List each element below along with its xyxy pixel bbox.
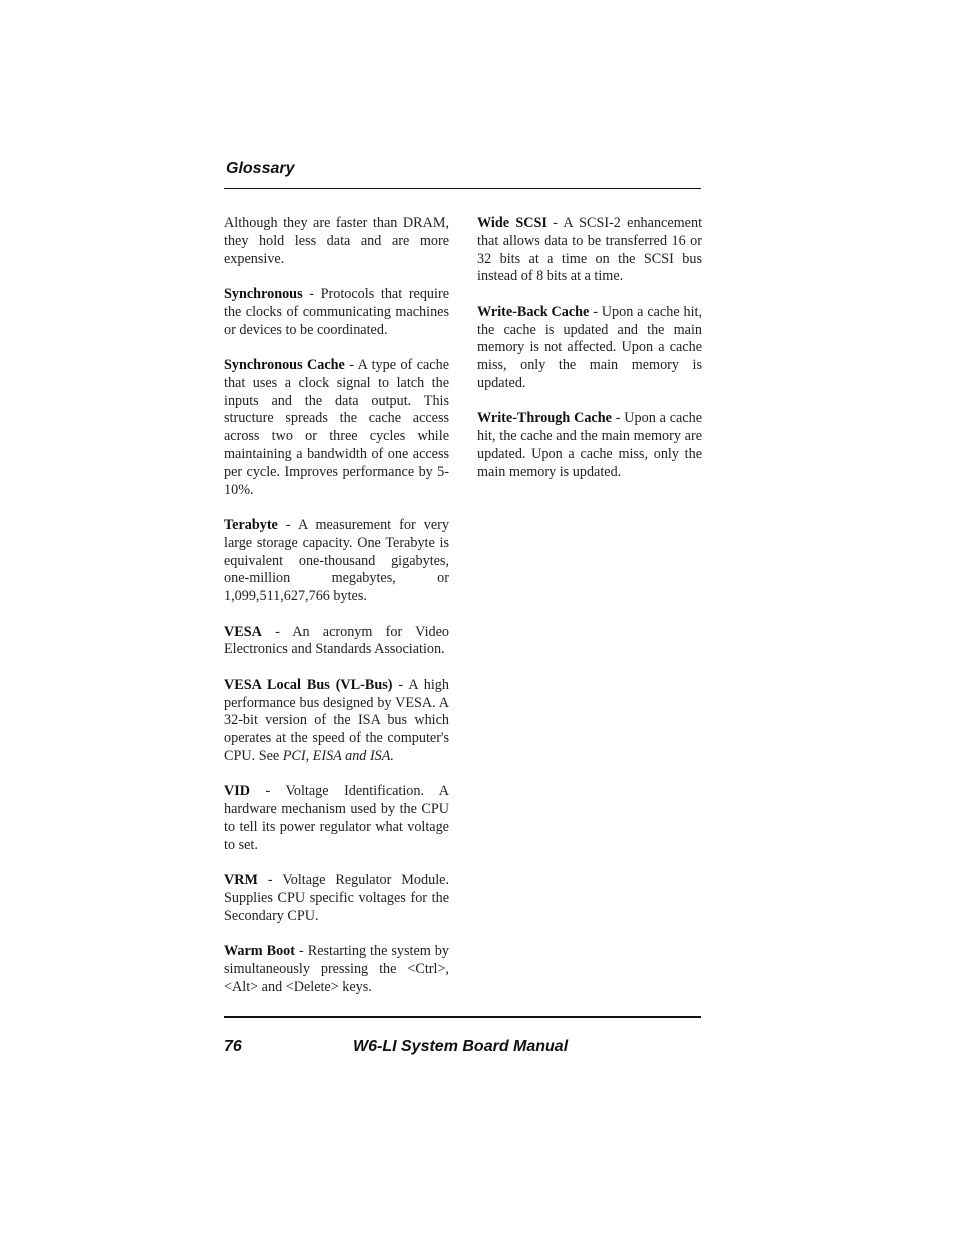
glossary-entry-vl-bus bbox=[224, 677, 449, 766]
page-header-title: Glossary bbox=[226, 160, 295, 177]
glossary-term: Synchronous bbox=[224, 285, 303, 302]
glossary-entry-terabyte bbox=[224, 517, 449, 606]
glossary-definition: - A high performance bus designed by VESA. A 32-bit version of the ISA bus which operates at the speed of the computer's CPU. See bbox=[224, 676, 449, 764]
glossary-term: Warm Boot bbox=[224, 943, 295, 960]
footer-divider bbox=[224, 1016, 701, 1018]
glossary-entry-write-through-cache bbox=[477, 410, 702, 481]
glossary-entry-warm-boot bbox=[224, 943, 449, 996]
glossary-entry-vesa bbox=[224, 624, 449, 660]
glossary-entry-synchronous-cache bbox=[224, 357, 449, 499]
right-column bbox=[477, 215, 702, 499]
glossary-term: VESA bbox=[224, 623, 262, 640]
glossary-term: Wide SCSI bbox=[477, 215, 547, 231]
see-also-reference: PCI, EISA and ISA. bbox=[282, 747, 394, 764]
glossary-term: Write-Through Cache bbox=[477, 410, 612, 427]
glossary-term: VID bbox=[224, 783, 251, 800]
glossary-definition: - Protocols that require the clocks of communicating machines or devices to be coordinated. bbox=[224, 285, 449, 338]
glossary-entry-vrm bbox=[224, 872, 449, 925]
glossary-definition: - A type of cache that uses a clock signal to latch the inputs and the data output. This structure spreads the cache access across two or three cycles while maintaining a bandwidth of one access per cycle. Improves performance by 5-10%. bbox=[224, 356, 449, 498]
glossary-entry-synchronous bbox=[224, 286, 449, 339]
manual-title: W6-LI System Board Manual bbox=[353, 1038, 569, 1055]
glossary-definition: - An acronym for Video Electronics and Standards Association. bbox=[224, 623, 449, 658]
glossary-entry-vid bbox=[224, 783, 449, 854]
glossary-definition: - Upon a cache hit, the cache is updated and the main memory is not affected. Upon a cache miss, only the main memory is updated. bbox=[477, 303, 702, 391]
glossary-definition: - Voltage Identification. A hardware mechanism used by the CPU to tell its power regulator what voltage to set. bbox=[224, 783, 449, 853]
glossary-definition: - Restarting the system by simultaneously pressing the <Ctrl>, <Alt> and <Delete> keys. bbox=[224, 943, 449, 995]
glossary-definition: - Upon a cache hit, the cache and the main memory are updated. Upon a cache miss, only the main memory is updated. bbox=[477, 410, 702, 480]
glossary-definition: - Voltage Regulator Module. Supplies CPU specific voltages for the Secondary CPU. bbox=[224, 872, 449, 924]
glossary-term: VESA Local Bus (VL-Bus) bbox=[224, 676, 393, 693]
glossary-term: Write-Back Cache bbox=[477, 303, 590, 320]
glossary-definition: - A SCSI-2 enhancement that allows data to be transferred 16 or 32 bits at a time on the SCSI bus instead of 8 bits at a time. bbox=[477, 215, 703, 285]
glossary-entry-wide-scsi bbox=[477, 215, 702, 286]
glossary-term: Synchronous Cache bbox=[224, 356, 345, 373]
glossary-definition: - A measurement for very large storage capacity. One Terabyte is equivalent one-thousand gigabytes, one-million megabytes, or 1,099,511,627,766 bytes. bbox=[224, 516, 449, 605]
page-number: 76 bbox=[224, 1038, 242, 1055]
left-column bbox=[224, 215, 449, 1014]
glossary-entry-write-back-cache bbox=[477, 304, 702, 393]
intro-paragraph: Although they are faster than DRAM, they hold less data and are more expensive. bbox=[224, 215, 449, 267]
header-divider bbox=[224, 188, 701, 189]
glossary-term: VRM bbox=[224, 872, 258, 889]
glossary-term: Terabyte bbox=[224, 516, 278, 533]
